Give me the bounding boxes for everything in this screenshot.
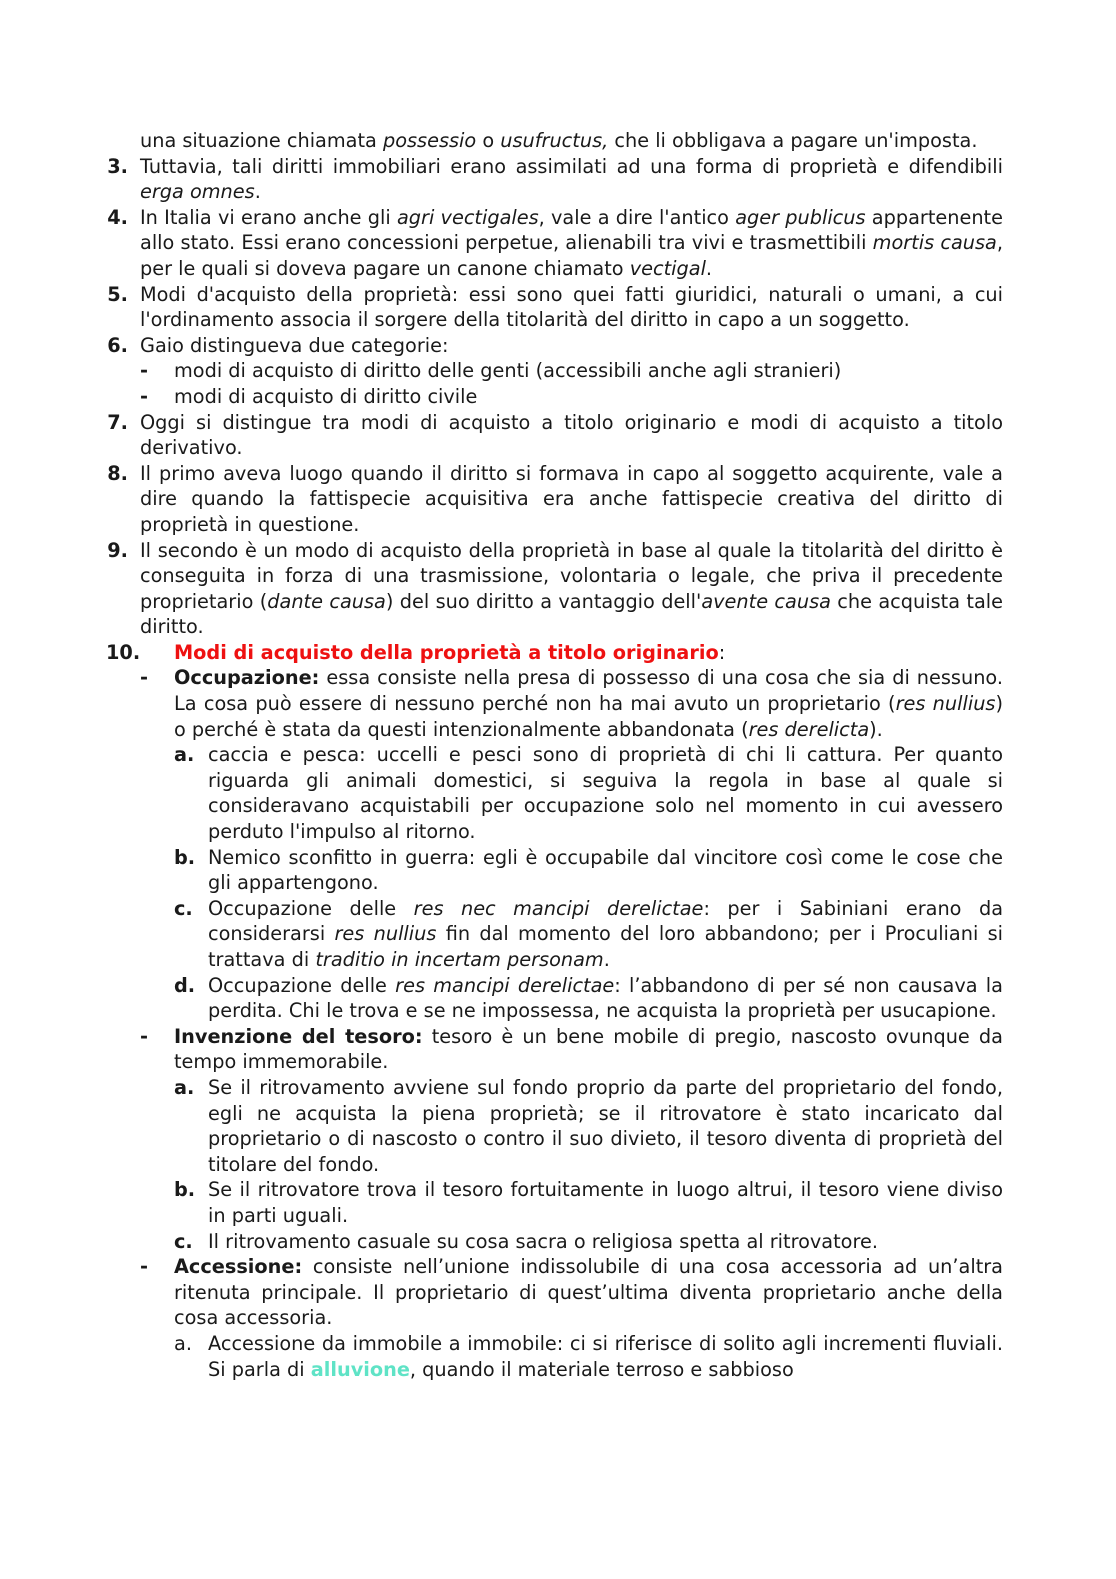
- text: Nemico sconfitto in guerra: egli è occupabile dal vincitore così come le cose che gli appartengono.: [208, 845, 1003, 895]
- italic-term: res nullius: [334, 922, 437, 946]
- item-number: 8.: [107, 461, 128, 485]
- text: , quando il materiale terroso e sabbioso: [409, 1357, 794, 1381]
- sub-item-c: [174, 896, 1004, 973]
- sub-item-a: [174, 1075, 1003, 1177]
- text: .: [705, 256, 713, 280]
- letter-marker: d.: [174, 973, 196, 997]
- italic-term: res nullius: [895, 692, 996, 716]
- dash-bullet: -: [140, 359, 149, 383]
- text: modi di acquisto di diritto delle genti (accessibili anche agli stranieri): [174, 359, 842, 383]
- item-number: 9.: [107, 538, 128, 562]
- item-number: 6.: [107, 333, 128, 357]
- sub-item-c: [174, 1229, 1003, 1255]
- list-item-4: [107, 205, 1003, 282]
- item-number: 7.: [107, 410, 128, 434]
- letter-marker: a.: [174, 1331, 192, 1355]
- italic-term: res nec mancipi derelictae: [413, 896, 704, 920]
- italic-term: vectigal: [629, 256, 706, 280]
- document-page: [0, 128, 1116, 1382]
- letter-marker: a.: [174, 1075, 195, 1099]
- list-item-5: [107, 282, 1003, 333]
- text: Tuttavia, tali diritti immobiliari erano assimilati ad una forma di proprietà e difendibili: [140, 154, 1003, 178]
- letter-marker: c.: [174, 1229, 193, 1253]
- italic-term: agri vectigales: [396, 205, 539, 229]
- sub-item-b: [174, 1177, 1003, 1228]
- letter-marker: b.: [174, 845, 196, 869]
- text: o: [476, 129, 501, 152]
- sub-item-b: [174, 845, 1003, 896]
- text: modi di acquisto di diritto civile: [174, 384, 478, 408]
- italic-term: usufructus,: [500, 129, 609, 152]
- item-number: 3.: [107, 154, 128, 178]
- term-label: Occupazione:: [174, 666, 320, 690]
- italic-term: possessio: [382, 129, 477, 152]
- list-item-8: [107, 461, 1003, 538]
- text: che li obbligava a pagare un'imposta.: [608, 129, 978, 152]
- text: ).: [869, 717, 883, 741]
- highlighted-term: alluvione: [310, 1357, 410, 1381]
- dash-bullet: -: [140, 1255, 149, 1279]
- text: fin dal momento del loro abbandono; per i Proculiani si trattava di: [208, 922, 1003, 971]
- italic-term: avente causa: [701, 589, 831, 613]
- text: Accessione da immobile a immobile: ci si riferisce di solito agli incrementi fluviali. Si parla di: [208, 1331, 1003, 1381]
- intro-paragraph: [140, 128, 1003, 154]
- text: consiste nell’unione indissolubile di una cosa accessoria ad un’altra ritenuta principale. Il proprietario di quest’ultima diventa proprietario anche della cosa accessoria.: [174, 1255, 1003, 1330]
- tesoro-item: [140, 1024, 1003, 1075]
- list-item-10: [106, 640, 1003, 666]
- text: Oggi si distingue tra modi di acquisto a titolo originario e modi di acquisto a titolo derivativo.: [140, 410, 1003, 460]
- sub-item-d: [174, 973, 1003, 1024]
- sub-item: [140, 384, 1003, 410]
- dash-bullet: -: [140, 666, 149, 690]
- text: ) o perché è stata da questi intenzionalmente abbandonata (: [174, 692, 1003, 741]
- text: ) del suo diritto a vantaggio dell': [385, 589, 702, 613]
- text: Se il ritrovatore trova il tesoro fortuitamente in luogo altrui, il tesoro viene diviso in parti uguali.: [208, 1178, 1003, 1227]
- text: una situazione chiamata: [140, 129, 383, 152]
- dash-bullet: -: [140, 384, 149, 408]
- sub-item-a: [174, 1331, 1003, 1382]
- text: .: [603, 948, 610, 971]
- term-label: Invenzione del tesoro:: [174, 1024, 423, 1048]
- text: Gaio distingueva due categorie:: [140, 333, 449, 357]
- text: .: [254, 180, 261, 204]
- letter-marker: b.: [174, 1178, 196, 1202]
- text: tesoro è un bene mobile di pregio, nascosto ovunque da tempo immemorabile.: [174, 1024, 1003, 1074]
- term-label: Accessione:: [174, 1255, 303, 1279]
- item-number: 5.: [107, 282, 128, 306]
- italic-term: mortis causa: [872, 231, 997, 255]
- dash-bullet: -: [140, 1024, 149, 1048]
- text: Il secondo è un modo di acquisto della proprietà in base al quale la titolarità del diritto è conseguita in forza di una trasmissione, volontaria o legale, che priva il precedente proprietario (: [140, 538, 1003, 613]
- text: Occupazione delle: [208, 896, 414, 920]
- italic-term: erga omnes: [140, 180, 255, 204]
- text: Il ritrovamento casuale su cosa sacra o religiosa spetta al ritrovatore.: [208, 1229, 878, 1253]
- item-number: 4.: [107, 205, 128, 229]
- text: , vale a dire l'antico: [538, 205, 736, 229]
- text: caccia e pesca: uccelli e pesci sono di proprietà di chi li cattura. Per quanto riguarda gli animali domestici, si seguiva la regola in base al quale si consideravano acquistabili per occupazione solo nel momento in cui avessero perduto l'impulso al ritorno.: [208, 743, 1003, 844]
- text: Modi d'acquisto della proprietà: essi sono quei fatti giuridici, naturali o umani, a cui l'ordinamento associa il sorgere della titolarità del diritto in capo a un soggetto.: [140, 282, 1003, 332]
- text: :: [718, 640, 726, 664]
- italic-term: res mancipi derelictae: [395, 973, 615, 997]
- italic-term: traditio in incertam personam: [315, 948, 604, 971]
- text: In Italia vi erano anche gli: [140, 205, 397, 229]
- sub-item: [140, 358, 1003, 384]
- italic-term: ager publicus: [735, 205, 866, 229]
- italic-term: dante causa: [267, 589, 386, 613]
- text: , per le quali si doveva pagare un canone chiamato: [140, 231, 1003, 280]
- list-item-7: [107, 410, 1003, 461]
- text: Il primo aveva luogo quando il diritto si formava in capo al soggetto acquirente, vale a dire quando la fattispecie acquisitiva era anche fattispecie creativa del diritto di proprietà in questione.: [140, 461, 1003, 536]
- item-number: 10.: [106, 640, 141, 664]
- sub-item-a: [174, 742, 1003, 844]
- text: : l’abbandono di per sé non causava la perdita. Chi le trova e se ne impossessa, ne acquista la proprietà per usucapione.: [208, 973, 1003, 1023]
- text: : per i Sabiniani erano da considerarsi: [208, 896, 1004, 946]
- section-heading: Modi di acquisto della proprietà a titolo originario: [174, 640, 719, 664]
- italic-term: res derelicta: [748, 717, 870, 741]
- text: essa consiste nella presa di possesso di una cosa che sia di nessuno. La cosa può essere di nessuno perché non ha mai avuto un proprietario (: [174, 666, 1003, 716]
- letter-marker: c.: [174, 896, 193, 920]
- accessione-item: [140, 1254, 1003, 1331]
- list-item-9: [107, 538, 1003, 640]
- text: che acquista tale diritto.: [140, 589, 1003, 639]
- list-item-3: [107, 154, 1003, 205]
- list-item-6: [107, 333, 1003, 359]
- letter-marker: a.: [174, 743, 195, 767]
- text: Occupazione delle: [208, 973, 396, 997]
- text: appartenente allo stato. Essi erano concessioni perpetue, alienabili tra vivi e trasmettibili: [140, 205, 1003, 255]
- occupazione-item: [140, 665, 1003, 742]
- text: Se il ritrovamento avviene sul fondo proprio da parte del proprietario del fondo, egli ne acquista la piena proprietà; se il ritrovatore è stato incaricato dal proprietario o di nascosto o contro il suo divieto, il tesoro diventa di proprietà del titolare del fondo.: [208, 1075, 1003, 1176]
